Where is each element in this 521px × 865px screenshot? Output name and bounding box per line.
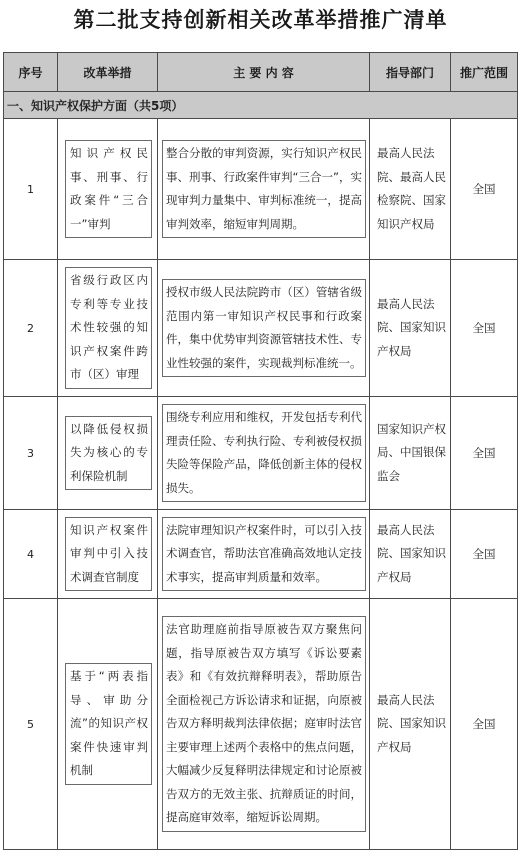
table-row [4, 119, 518, 260]
reform-text: 知识产权案件审判中引入技术调查官制度 [65, 517, 152, 592]
section-row [4, 92, 518, 119]
table-row [4, 510, 518, 599]
content-cell [158, 119, 370, 260]
content-cell [158, 599, 370, 850]
scope-cell: 全国 [451, 397, 518, 510]
reform-cell [58, 510, 158, 599]
header-dept: 指导部门 [370, 53, 451, 92]
header-num: 序号 [4, 53, 58, 92]
row-number: 5 [4, 599, 58, 850]
dept-cell [370, 119, 451, 260]
dept-cell [370, 260, 451, 397]
table-row [4, 260, 518, 397]
row-number: 3 [4, 397, 58, 510]
reform-cell [58, 599, 158, 850]
table-row [4, 599, 518, 850]
reform-table [3, 52, 518, 850]
header-content: 主 要 内 容 [158, 53, 370, 92]
scope-cell: 全国 [451, 599, 518, 850]
dept-text: 最高人民法院、国家知识产权局 [377, 296, 446, 358]
reform-text: 省级行政区内专利等专业技术性较强的知识产权案件跨市（区）审理 [65, 267, 152, 389]
reform-cell [58, 260, 158, 397]
content-cell [158, 260, 370, 397]
dept-cell [370, 510, 451, 599]
dept-text: 最高人民法院、国家知识产权局 [377, 522, 446, 584]
header-reform: 改革举措 [58, 53, 158, 92]
dept-text: 最高人民法院、最高人民检察院、国家知识产权局 [377, 146, 446, 231]
reform-cell [58, 397, 158, 510]
reform-cell [58, 119, 158, 260]
content-text: 法官助理庭前指导原被告双方聚焦问题，指导原被告双方填写《诉讼要素表》和《有效抗辩释明表》，帮助原告全面检视己方诉讼请求和证据，向原被告双方释明裁判法律依据；庭审时法官主要审理上述两个表格中的焦点问题，大幅减少反复释明法律规定和讨论原被告双方的无效主张、抗辩质证的时间，提高庭审效率，缩短诉讼周期。 [162, 616, 366, 832]
table-row [4, 397, 518, 510]
dept-text: 最高人民法院、国家知识产权局 [377, 692, 446, 754]
dept-text: 国家知识产权局、中国银保监会 [377, 421, 446, 483]
document-title: 第二批支持创新相关改革举措推广清单 [73, 7, 448, 32]
dept-cell [370, 397, 451, 510]
section-heading: 一、知识产权保护方面（共5项） [4, 92, 518, 119]
content-text: 法院审理知识产权案件时，可以引入技术调查官，帮助法官准确高效地认定技术事实，提高审判质量和效率。 [162, 517, 366, 592]
content-cell [158, 510, 370, 599]
scope-cell: 全国 [451, 510, 518, 599]
scope-cell: 全国 [451, 260, 518, 397]
dept-cell [370, 599, 451, 850]
content-text: 授权市级人民法院跨市（区）管辖省级范围内第一审知识产权民事和行政案件，集中优势审判资源管辖技术性、专业性较强的案件，实现裁判标准统一。 [162, 279, 366, 377]
header-scope: 推广范围 [451, 53, 518, 92]
reform-text: 知识产权民事、刑事、行政案件“三合一”审判 [65, 140, 152, 238]
reform-text: 基于“两表指导、审助分流”的知识产权案件快速审判机制 [65, 663, 152, 785]
row-number: 4 [4, 510, 58, 599]
row-number: 2 [4, 260, 58, 397]
row-number: 1 [4, 119, 58, 260]
scope-cell: 全国 [451, 119, 518, 260]
content-text: 整合分散的审判资源，实行知识产权民事、刑事、行政案件审判“三合一”，实现审判力量集中、审判标准统一，提高审判效率，缩短审判周期。 [162, 140, 366, 238]
content-text: 围绕专利应用和维权，开发包括专利代理责任险、专利执行险、专利被侵权损失险等保险产品，降低创新主体的侵权损失。 [162, 404, 366, 502]
reform-text: 以降低侵权损失为核心的专利保险机制 [65, 416, 152, 491]
content-cell [158, 397, 370, 510]
table-header-row [4, 53, 518, 92]
